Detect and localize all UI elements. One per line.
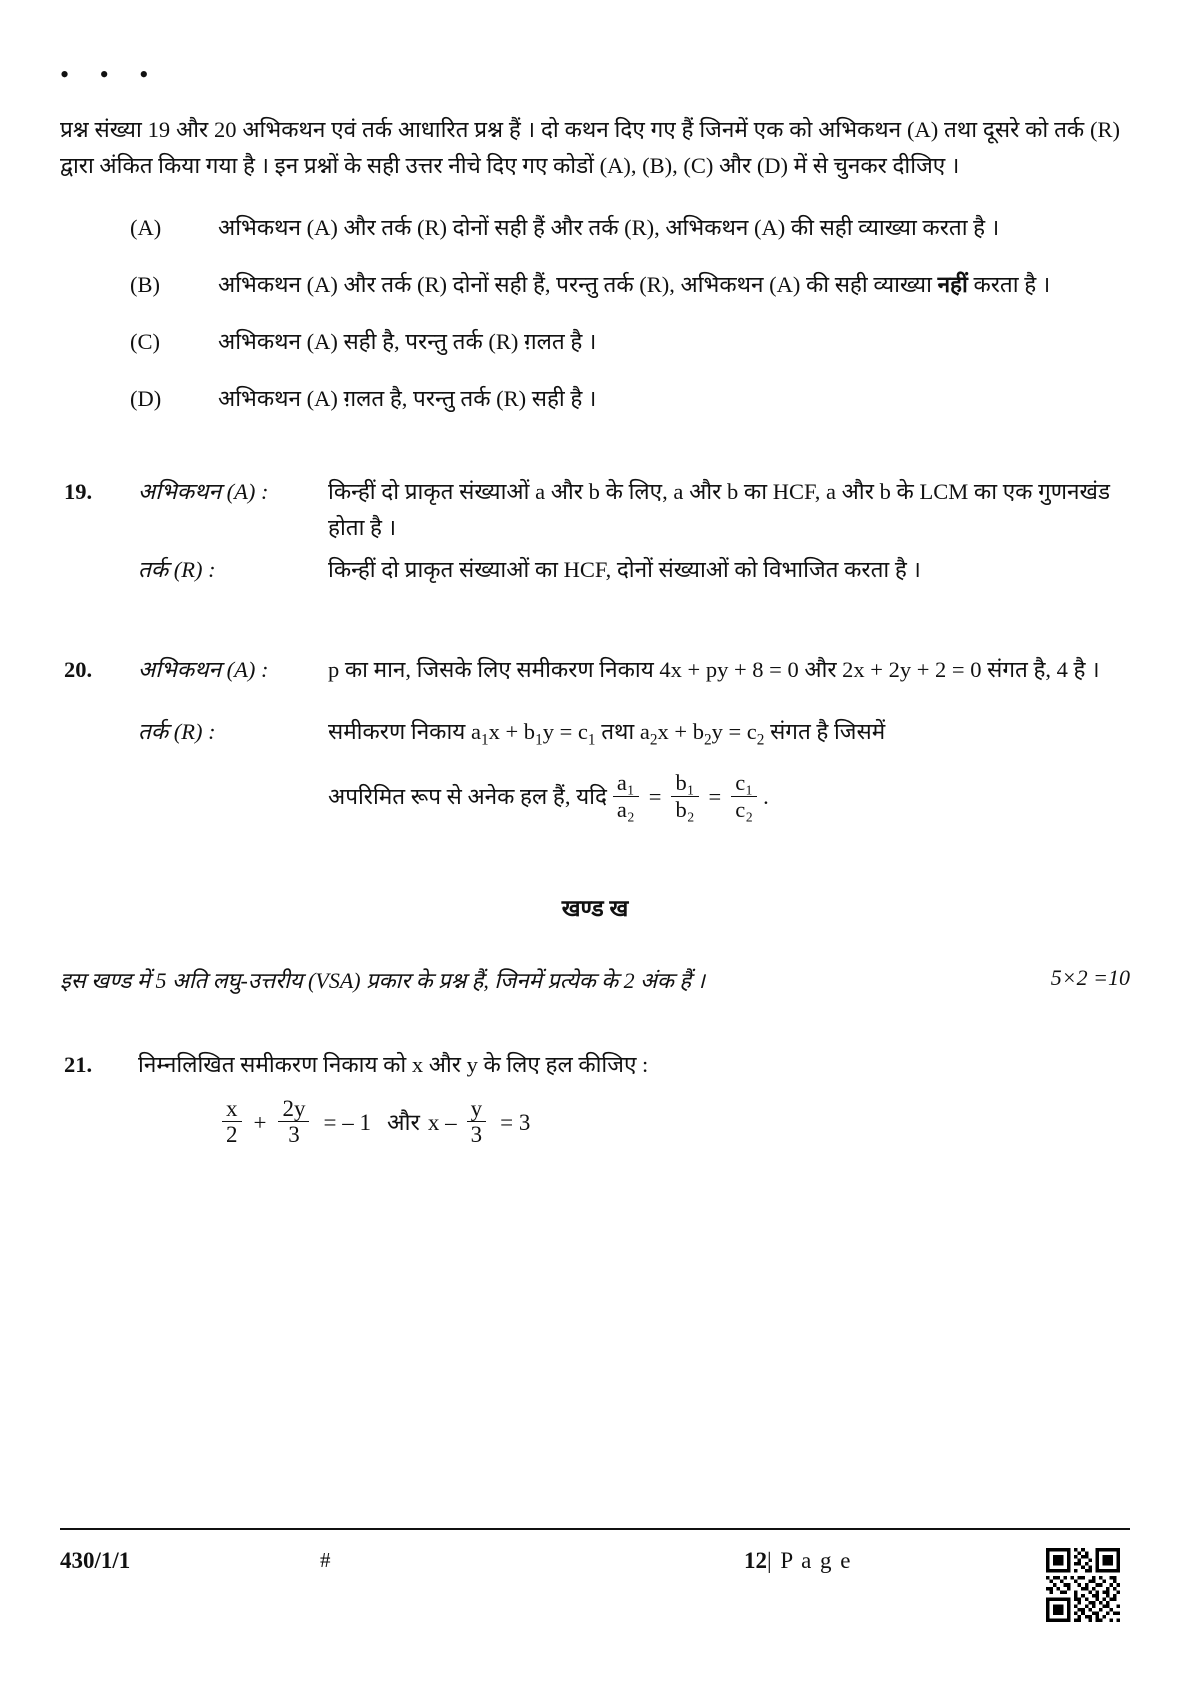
question-19-reason-text: किन्हीं दो प्राकृत संख्याओं का HCF, दोनों संख्याओं को विभाजित करता है । — [328, 557, 921, 583]
question-19-body — [138, 474, 1130, 594]
section-note — [60, 965, 1130, 995]
fraction-b1-denominator: b₂ — [671, 796, 698, 822]
option-a-text: अभिकथन (A) और तर्क (R) दोनों सही हैं और तर्क (R), अभिकथन (A) की सही व्याख्या करता है । — [218, 214, 1000, 240]
question-19-assertion-row — [138, 474, 1130, 546]
option-d — [130, 382, 1130, 417]
option-b-text — [218, 268, 1130, 303]
reason-text-7: संगत है जिसमें — [764, 719, 886, 745]
options-list — [60, 211, 1130, 417]
fraction-2y-numerator: 2y — [282, 1095, 306, 1121]
question-20-reason-label: तर्क (R) : — [138, 719, 216, 745]
fraction-c1-numerator: c₁ — [735, 770, 754, 796]
equation-equals-2: = 3 — [500, 1109, 531, 1135]
reason-sub-6: 2 — [756, 731, 765, 749]
fraction-x-2 — [222, 1096, 242, 1149]
period-mark: . — [763, 784, 769, 810]
question-19-assertion-label: अभिकथन (A) : — [138, 479, 269, 505]
question-21 — [60, 1047, 1130, 1150]
option-b-emphasis: नहीं — [937, 271, 968, 297]
option-b — [130, 268, 1130, 303]
option-c — [130, 325, 1130, 360]
reason-text-6: y = c — [711, 719, 757, 745]
option-b-text-before: अभिकथन (A) और तर्क (R) दोनों सही हैं, परन्तु तर्क (R), अभिकथन (A) की सही व्याख्या — [218, 271, 938, 297]
equals-sign-2: = — [708, 784, 722, 810]
decorative-dots: • • • — [60, 60, 161, 89]
question-20-reason-line-2 — [328, 771, 1110, 822]
page-number: 12 — [744, 1548, 768, 1573]
question-20-reason-row — [138, 714, 1130, 822]
question-21-number: 21. — [64, 1051, 93, 1077]
question-19-reason-label: तर्क (R) : — [138, 557, 216, 583]
question-20-body — [138, 652, 1130, 828]
reason-text-3: y = c — [542, 719, 588, 745]
option-b-text-after: करता है । — [967, 271, 1051, 297]
fraction-x-numerator: x — [226, 1095, 238, 1121]
reason-text-2: x + b — [488, 719, 536, 745]
question-20-reason-text — [328, 714, 1130, 822]
equation-equals-1: = – 1 — [323, 1109, 371, 1135]
section-note-marks: 5×2 =10 — [1050, 964, 1130, 990]
question-20-assertion-label: अभिकथन (A) : — [138, 657, 269, 683]
section-title: खण्ड ख — [561, 895, 629, 921]
page-footer — [60, 1548, 1130, 1622]
instruction-line-3: (A), (B), (C) और (D) में से चुनकर दीजिए । — [599, 153, 960, 179]
question-20-assertion-text: p का मान, जिसके लिए समीकरण निकाय 4x + py + 8 = 0 और 2x + 2y + 2 = 0 संगत है, 4 है । — [328, 657, 1100, 683]
question-19-assertion-text: किन्हीं दो प्राकृत संख्याओं a और b के लिए, a और b का HCF, a और b के LCM का एक गुणनखंड होता है । — [328, 479, 1110, 541]
equation-conjunction: और — [386, 1109, 420, 1135]
reason-text-4: तथा a — [595, 719, 650, 745]
question-19 — [60, 474, 1130, 594]
fraction-y-denominator: 3 — [467, 1121, 487, 1148]
question-21-body — [138, 1047, 1130, 1150]
qr-code — [1046, 1548, 1120, 1622]
footer-hash-mark: # — [320, 1548, 331, 1572]
fraction-y-3 — [467, 1096, 487, 1149]
option-c-text: अभिकथन (A) सही है, परन्तु तर्क (R) ग़लत है । — [218, 328, 597, 354]
fraction-c1-c2 — [731, 770, 757, 821]
option-d-text: अभिकथन (A) ग़लत है, परन्तु तर्क (R) सही है । — [218, 385, 597, 411]
question-20-number: 20. — [64, 657, 93, 683]
fraction-2y-3 — [278, 1096, 309, 1149]
fraction-b1-numerator: b₁ — [675, 770, 695, 796]
instruction-line-2: अभिकथन (A) तथा दूसरे को तर्क (R) द्वारा अंकित किया गया है । इन प्रश्नों के सही उत्तर नीचे दिए गए कोडों — [60, 117, 1121, 179]
section-note-text: इस खण्ड में 5 अति लघु-उत्तरीय (VSA) प्रकार के प्रश्न हैं, जिनमें प्रत्येक के 2 अंक हैं । — [60, 967, 705, 993]
paper-code: 430/1/1 — [60, 1548, 131, 1573]
reason-sub-2: 1 — [535, 731, 543, 749]
instruction-line-1: प्रश्न संख्या 19 और 20 अभिकथन एवं तर्क आधारित प्रश्न हैं । दो कथन दिए गए हैं जिनमें एक को — [60, 117, 813, 142]
fraction-a1-a2 — [613, 770, 639, 821]
question-20-assertion-row — [138, 652, 1130, 688]
option-b-label: (B) — [130, 271, 160, 297]
option-d-label: (D) — [130, 385, 162, 411]
fraction-x-denominator: 2 — [222, 1121, 242, 1148]
question-21-text: निम्नलिखित समीकरण निकाय को x और y के लिए हल कीजिए : — [138, 1051, 649, 1077]
fraction-2y-denominator: 3 — [278, 1121, 309, 1148]
fraction-a1-denominator: a₂ — [613, 796, 639, 822]
qr-code-icon — [1046, 1548, 1120, 1622]
fraction-c1-denominator: c₂ — [731, 796, 757, 822]
reason-text-1: समीकरण निकाय a — [328, 719, 481, 745]
instruction-paragraph — [60, 112, 1130, 185]
equals-sign-1: = — [648, 784, 662, 810]
question-21-equation — [138, 1097, 1130, 1150]
reason-sub-3: 1 — [587, 731, 596, 749]
question-19-number: 19. — [64, 479, 93, 505]
fraction-y-numerator: y — [470, 1095, 483, 1121]
question-19-reason-row — [138, 552, 1130, 588]
question-20 — [60, 652, 1130, 828]
option-c-label: (C) — [130, 328, 160, 354]
reason-sub-5: 2 — [703, 731, 712, 749]
option-a-label: (A) — [130, 214, 162, 240]
page-label: P a g e — [780, 1548, 852, 1573]
reason-text-5: x + b — [657, 719, 704, 745]
fraction-b1-b2 — [671, 770, 698, 821]
fraction-a1-numerator: a₁ — [616, 770, 635, 796]
question-20-reason-line-1 — [328, 714, 1110, 753]
footer-divider — [60, 1528, 1130, 1530]
reason-sub-1: 1 — [480, 731, 489, 749]
option-a — [130, 211, 1130, 246]
plus-sign: + — [253, 1109, 267, 1135]
page-number-area — [550, 1548, 1046, 1574]
equation-x-term: x – — [427, 1109, 457, 1135]
reason-line2-prefix: अपरिमित रूप से अनेक हल हैं, यदि — [328, 784, 607, 810]
reason-sub-4: 2 — [649, 731, 658, 749]
page-label-separator: | — [767, 1548, 781, 1573]
